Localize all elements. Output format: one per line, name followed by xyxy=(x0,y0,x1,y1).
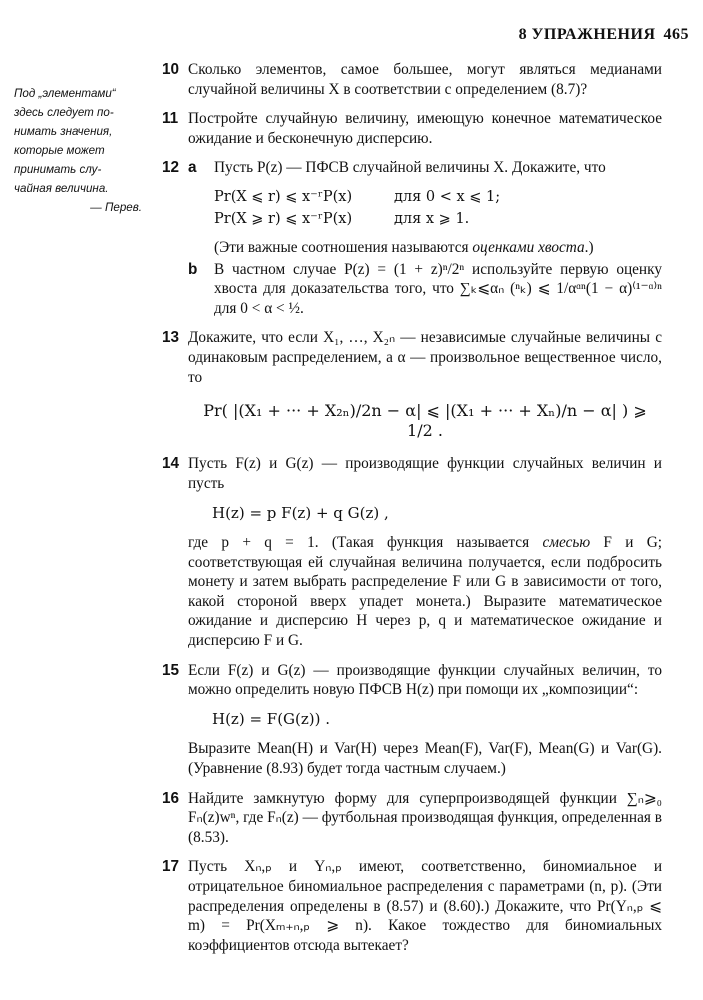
part-label: a xyxy=(188,159,197,177)
inequality-condition: для x ⩾ 1. xyxy=(394,210,470,227)
margin-note-line: принимать слу- xyxy=(14,163,102,176)
inequality-lhs: Pr(X ⩽ r) ⩽ x⁻ʳP(x) xyxy=(214,188,353,205)
part-text: Пусть P(z) — ПФСВ случайной величины X. Докажите, что xyxy=(214,159,606,177)
exercise-text: Сколько элементов, самое большее, могут являться медианами случайной величины X в соответствии с определением (8.7)? xyxy=(188,61,662,98)
exercise-17 xyxy=(162,857,662,955)
exercise-text: Докажите, что если X₁, …, X₂ₙ — независимые случайные величины с одинаковым распределением, а α — произвольное вещественное число, то xyxy=(188,329,662,386)
term-mixture: смесью xyxy=(542,534,591,552)
exercise-text: Найдите замкнутую форму для суперпроизводящей функции ∑ₙ⩾₀ Fₙ(z)wⁿ, где Fₙ(z) — футбольная производящая функция, определенная в (8.53). xyxy=(188,789,662,846)
display-formula: H(z) = F(G(z)) . xyxy=(212,709,331,728)
part-b xyxy=(188,260,662,319)
running-header xyxy=(519,26,689,44)
exercise-text: Пусть Xₙ,ₚ и Yₙ,ₚ имеют, соответственно, биномиальное и отрицательное биномиальное распределения с параметрами (n, p). (Эти распределения определены в (8.57) и (8.60).) Докажите, что Pr(Yₙ,ₚ ⩽ m) = Pr(Xₘ₊ₙ,ₚ ⩾ n). Какое тождество для биномиальных коэффициентов отсюда вытекает? xyxy=(188,858,662,954)
tail-bounds-note: (Эти важные соотношения называются оценками хвоста.) xyxy=(214,238,594,256)
margin-note-attribution: — Перев. xyxy=(90,201,142,214)
display-formula: H(z) = p F(z) + q G(z) , xyxy=(212,503,389,522)
exercise-number: 15 xyxy=(162,661,180,679)
margin-note-line: Под „элементами“ xyxy=(14,87,116,100)
exercise-number: 11 xyxy=(162,110,179,128)
exercise-text: Постройте случайную величину, имеющую конечное математическое ожидание и бесконечную дисперсию. xyxy=(188,110,662,147)
exercise-14 xyxy=(162,454,662,650)
exercise-10 xyxy=(162,60,662,99)
section-title: 8 УПРАЖНЕНИЯ xyxy=(518,26,656,43)
exercise-number: 12 xyxy=(162,159,180,177)
exercise-list xyxy=(162,60,662,965)
exercise-text: Если F(z) и G(z) — производящие функции случайных величин, то можно определить новую ПФСВ H(z) при помощи их „композиции“: xyxy=(188,661,662,699)
exercise-15 xyxy=(162,661,662,779)
exercise-continuation: Выразите Mean(H) и Var(H) через Mean(F), Var(F), Mean(G) и Var(G). (Уравнение (8.93) будет тогда частным случаем.) xyxy=(188,740,662,778)
exercise-number: 13 xyxy=(162,329,180,347)
part-a xyxy=(188,158,662,178)
exercise-12 xyxy=(162,158,662,318)
exercise-number: 17 xyxy=(162,858,180,876)
exercise-number: 14 xyxy=(162,455,180,473)
margin-note-line: которые может xyxy=(14,144,105,157)
margin-note xyxy=(14,84,142,217)
page-number: 465 xyxy=(663,26,689,43)
margin-note-line: нимать значения, xyxy=(14,125,113,138)
tail-inequalities xyxy=(214,186,662,230)
exercise-text: Пусть F(z) и G(z) — производящие функции случайных величин и пусть xyxy=(188,455,662,492)
exercise-number: 10 xyxy=(162,61,180,78)
exercise-number: 16 xyxy=(162,789,180,807)
margin-note-line: здесь следует по- xyxy=(14,106,114,119)
exercise-13 xyxy=(162,328,662,440)
part-text: В частном случае P(z) = (1 + z)ⁿ/2ⁿ используйте первую оценку хвоста для доказательства того, что ∑ₖ⩽αₙ (ⁿₖ) ⩽ 1/αᵅⁿ(1 − α)⁽¹⁻ᵅ⁾ⁿ для 0 < α < ½. xyxy=(214,260,662,317)
inequality-lhs: Pr(X ⩾ r) ⩽ x⁻ʳP(x) xyxy=(214,210,353,227)
exercise-continuation: где p + q = 1. (Такая функция называется смесью F и G; соответствующая ей случайная величина получается, если подбросить монету и затем выбрать распределение F или G в зависимости от того, какой стороной вверх упадет монета.) Выразите математическое ожидание и дисперсию H через p, q и математическое ожидание и дисперсию F и G. xyxy=(188,534,662,650)
inequality-condition: для 0 < x ⩽ 1; xyxy=(394,188,501,205)
exercise-16 xyxy=(162,789,662,848)
exercise-11 xyxy=(162,109,662,148)
term-tail-bounds: оценками хвоста xyxy=(472,238,585,256)
margin-note-line: чайная величина. xyxy=(14,182,109,195)
display-formula: Pr( |(X₁ + ··· + X₂ₙ)/2n − α| ⩽ |(X₁ + ··· + Xₙ)/n − α| ) ⩾ 1/2 . xyxy=(203,401,647,440)
part-label: b xyxy=(188,260,198,278)
